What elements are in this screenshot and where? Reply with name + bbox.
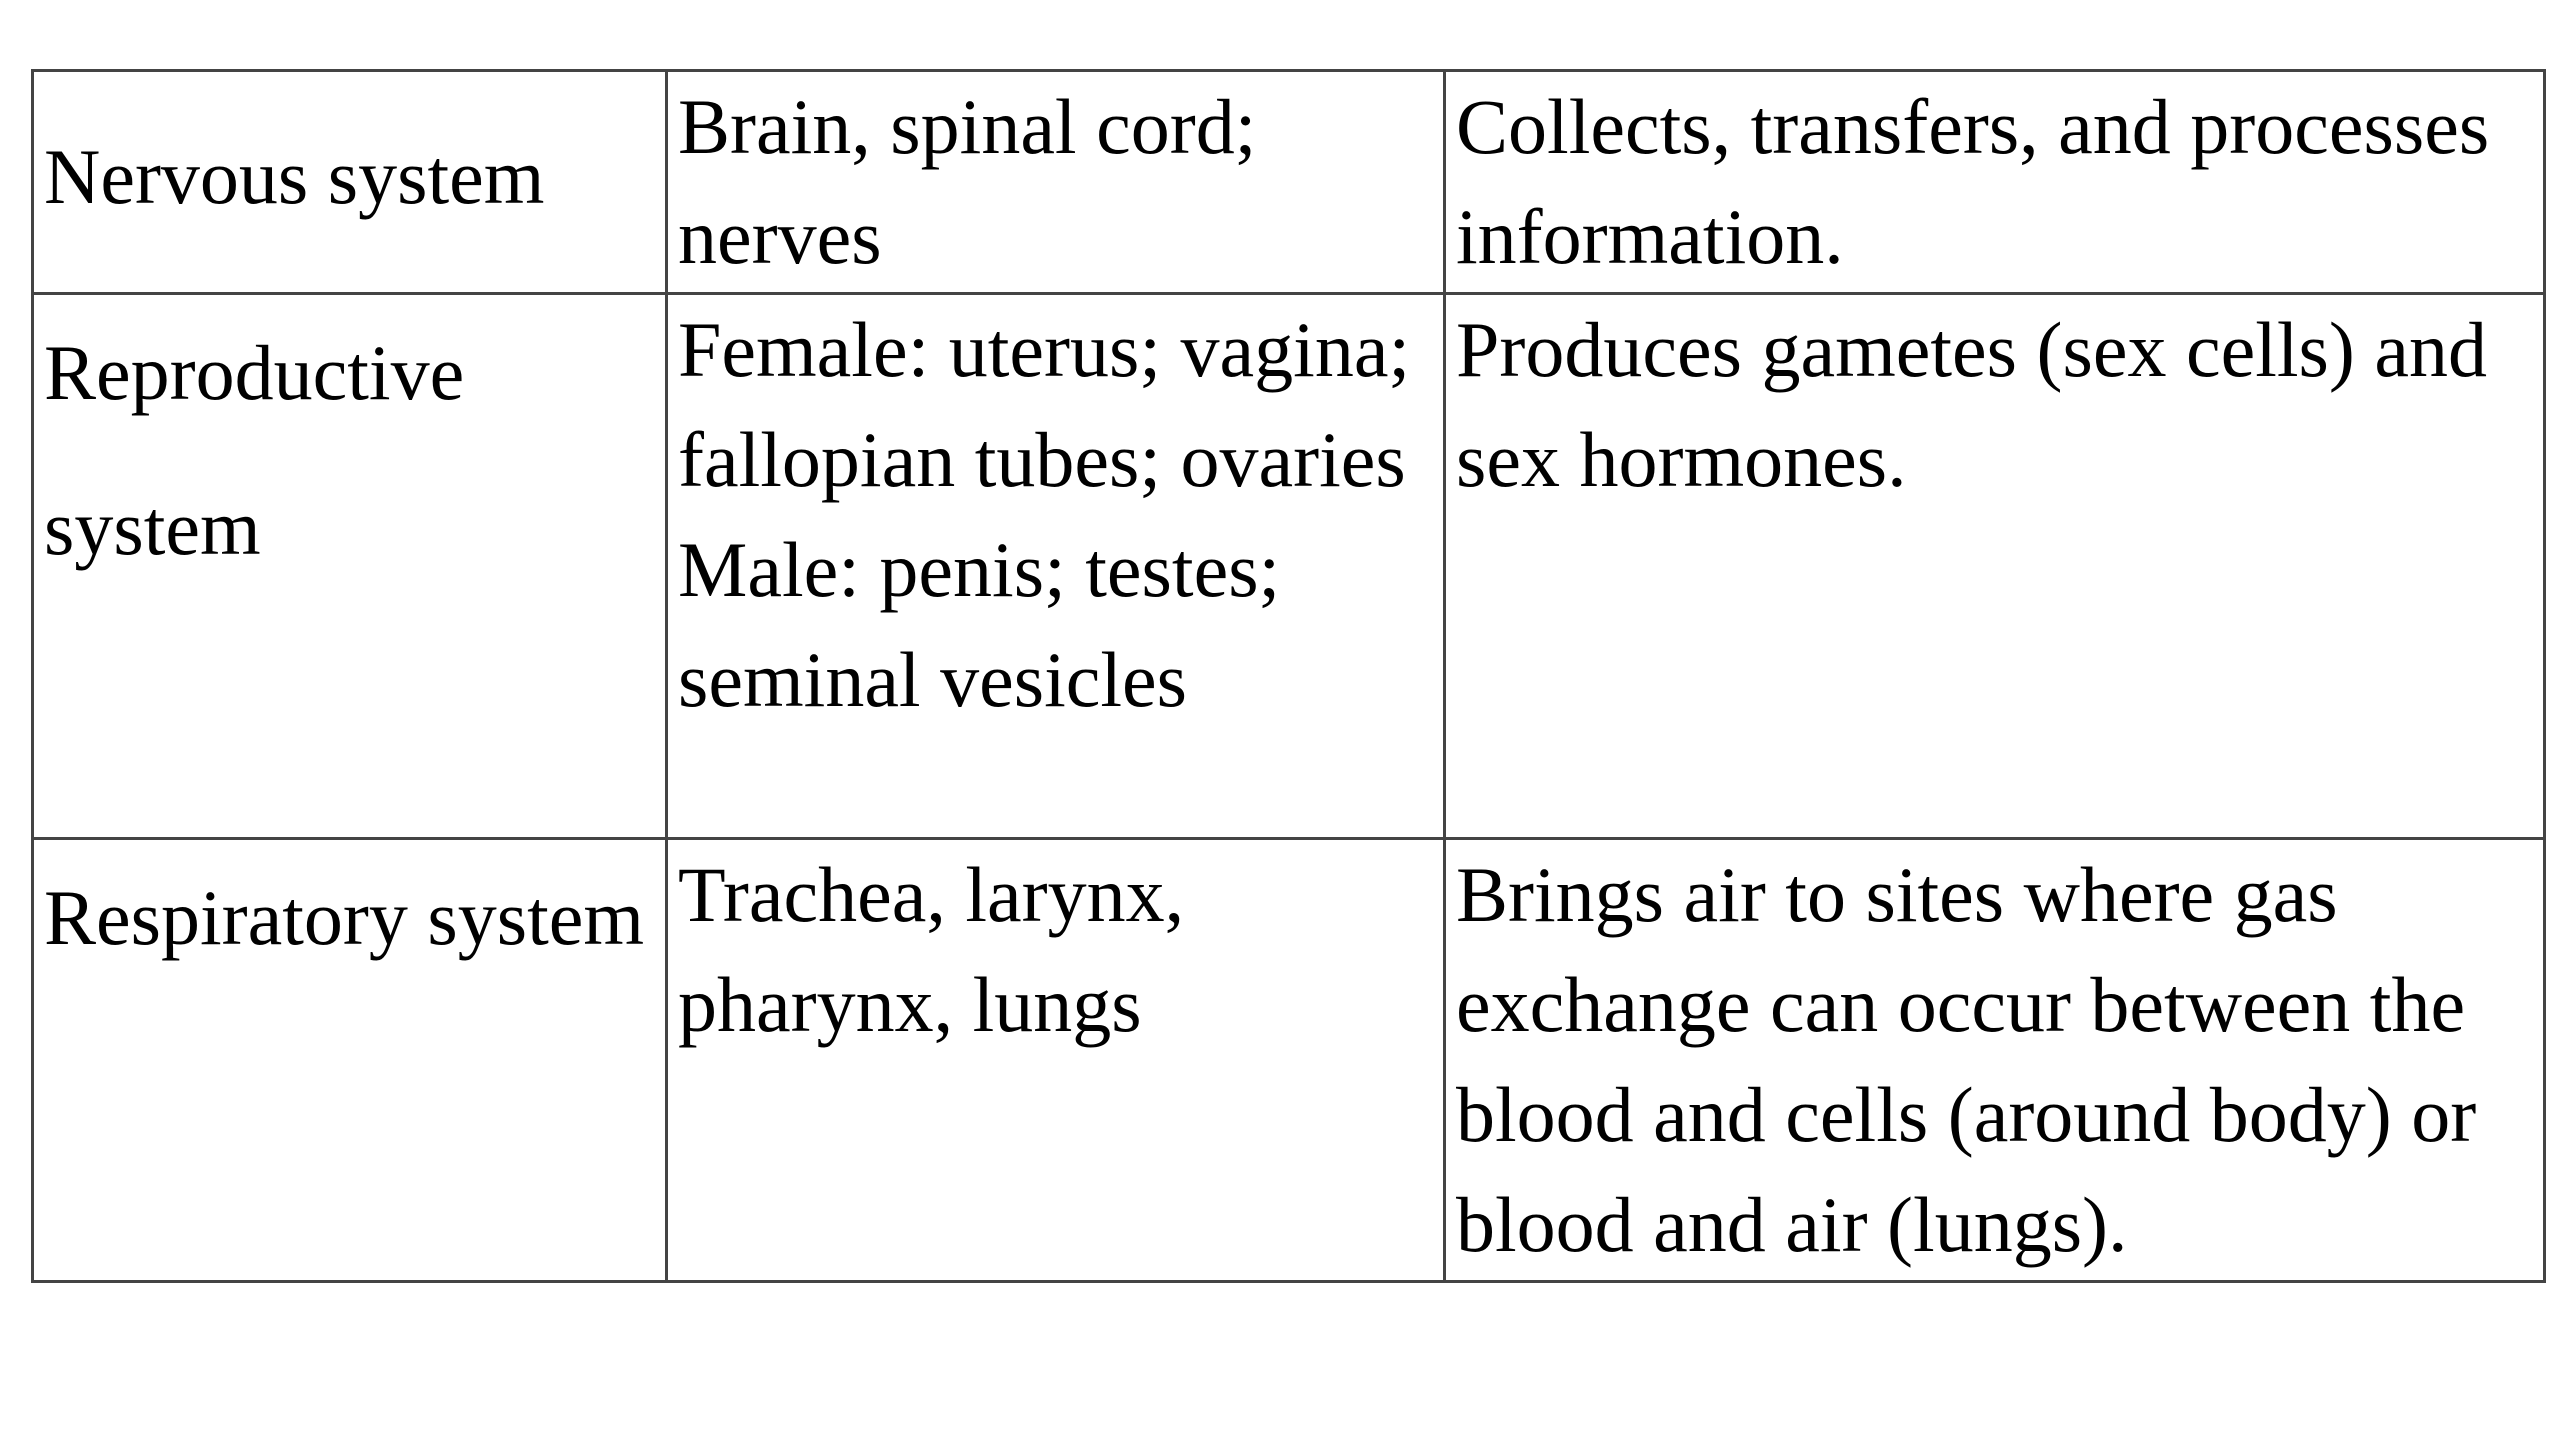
- system-name-cell: [33, 294, 667, 839]
- function-cell: [1445, 839, 2545, 1282]
- function-cell: [1445, 71, 2545, 294]
- function-cell: [1445, 294, 2545, 839]
- organs-text: Female: uterus; vagina; fallopian tubes; ovaries Male: penis; testes; seminal vesicles: [678, 306, 1411, 723]
- system-name: Reproductive system: [44, 329, 465, 571]
- system-name: Respiratory system: [44, 874, 645, 961]
- system-name-cell: [33, 71, 667, 294]
- organs-text: Brain, spinal cord; nerves: [678, 83, 1257, 280]
- table-row: [33, 71, 2545, 294]
- system-name: Nervous system: [44, 133, 545, 220]
- table-row: [33, 294, 2545, 839]
- organs-text: Trachea, larynx, pharynx, lungs: [678, 851, 1185, 1048]
- table-row: [33, 839, 2545, 1282]
- body-systems-table: [31, 69, 2546, 1283]
- organs-cell: [667, 839, 1445, 1282]
- function-text: Brings air to sites where gas exchange can occur between the blood and cells (around body) or blood and air (lungs).: [1456, 851, 2477, 1268]
- function-text: Collects, transfers, and processes information.: [1456, 83, 2490, 280]
- system-name-cell: [33, 839, 667, 1282]
- function-text: Produces gametes (sex cells) and sex hormones.: [1456, 306, 2487, 503]
- organs-cell: [667, 71, 1445, 294]
- organs-cell: [667, 294, 1445, 839]
